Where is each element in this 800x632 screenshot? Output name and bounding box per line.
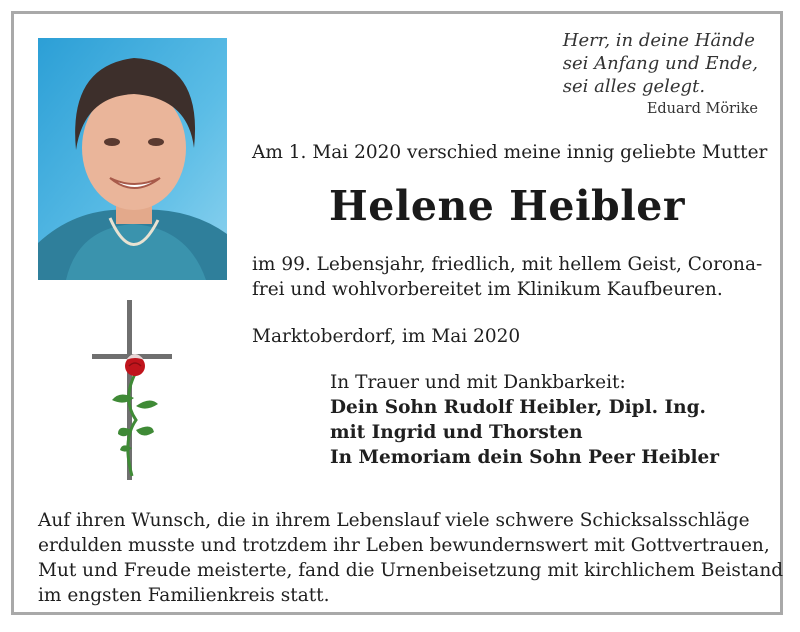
closing-line: erdulden musste und trotzdem ihr Leben bewundernswert mit Gottvertrauen, xyxy=(38,535,770,556)
epigraph-quote xyxy=(563,29,758,98)
mourners-block xyxy=(330,370,719,470)
mourner-name: Dein Sohn Rudolf Heibler, Dipl. Ing. xyxy=(330,397,706,418)
quote-line: sei alles gelegt. xyxy=(562,76,706,97)
closing-line: Mut und Freude meisterte, fand die Urnenbeisetzung mit kirchlichem Beistand xyxy=(38,560,784,581)
mourner-name: mit Ingrid und Thorsten xyxy=(330,422,583,443)
quote-author: Eduard Mörike xyxy=(646,101,758,117)
closing-text xyxy=(38,508,783,608)
closing-line: Auf ihren Wunsch, die in ihrem Lebenslauf viele schwere Schicksalsschläge xyxy=(38,510,750,531)
details-line: im 99. Lebensjahr, friedlich, mit hellem Geist, Corona- xyxy=(252,254,763,275)
mourners-intro: In Trauer und mit Dankbarkeit: xyxy=(330,372,626,393)
details-text xyxy=(252,252,762,302)
quote-line: sei Anfang und Ende, xyxy=(562,53,758,74)
quote-line: Herr, in deine Hände xyxy=(562,30,755,51)
portrait-photo xyxy=(38,38,227,280)
closing-line: im engsten Familienkreis statt. xyxy=(38,585,330,606)
intro-text: Am 1. Mai 2020 verschied meine innig geliebte Mutter xyxy=(252,142,768,163)
place-date: Marktoberdorf, im Mai 2020 xyxy=(252,326,521,347)
cross-with-rose-icon xyxy=(92,300,176,482)
details-line: frei und wohlvorbereitet im Klinikum Kaufbeuren. xyxy=(252,279,723,300)
mourner-name: In Memoriam dein Sohn Peer Heibler xyxy=(330,447,720,468)
deceased-name: Helene Heibler xyxy=(329,182,685,230)
